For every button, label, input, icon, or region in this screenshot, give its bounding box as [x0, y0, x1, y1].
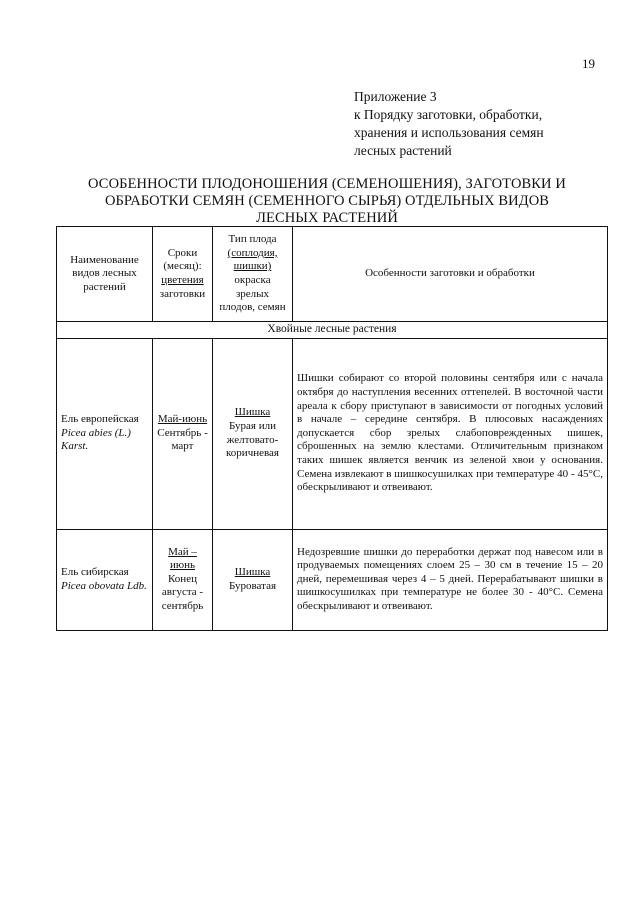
description-cell: Шишки собирают со второй половины сентября или с начала октября до наступления весенних оттепелей. В восточной части ареала к сбору приступают в зависимости от погодных условий в начале – середине сентября. В плюсовых насаждениях допускается сбор зрелых слабоповрежденных шишек, сброшенных на землю клестами. Отличительным признаком таких шишек является венчик из зеленой хвои у основания. Семена извлекают в шишкосушилках при температуре 40 - 45°С, обескрыливают и отвеивают.: [293, 338, 608, 529]
terms-cell: [153, 338, 213, 529]
flowering-term: Май-июнь: [157, 413, 208, 426]
species-name: Ель сибирская: [61, 566, 129, 578]
header-terms-harvest: заготовки: [159, 287, 206, 300]
section-row: [57, 322, 608, 339]
title-line: ОБРАБОТКИ СЕМЯН (СЕМЕННОГО СЫРЬЯ) ОТДЕЛЬНЫХ ВИДОВ: [104, 193, 550, 209]
species-name: Ель европейская: [61, 413, 139, 426]
header-fruit-color: окраска зрелых плодов, семян: [219, 274, 286, 314]
appendix-line: к Порядку заготовки, обработки,: [354, 107, 543, 122]
fruit-color: Бурая или желтовато-коричневая: [226, 420, 279, 460]
appendix-reference: [354, 88, 624, 160]
species-cell: [57, 529, 153, 630]
fruit-type: Шишка: [234, 566, 271, 578]
header-features: Особенности заготовки и обработки: [293, 227, 608, 322]
terms-cell: [153, 529, 213, 630]
species-latin: Picea abies (L.) Karst.: [61, 426, 131, 453]
fruit-type: Шишка: [234, 406, 271, 419]
harvest-term: Конец августа - сентябрь: [161, 572, 204, 612]
harvest-term: Сентябрь - март: [157, 426, 208, 453]
header-terms: [153, 227, 213, 322]
flowering-term: Май – июнь: [168, 545, 197, 572]
document-title: [62, 176, 592, 227]
appendix-line: лесных растений: [354, 143, 452, 158]
header-fruit: [213, 227, 293, 322]
header-fruit-label: Тип плода: [228, 233, 277, 246]
header-terms-flowering: цветения: [161, 274, 204, 286]
header-terms-label: Сроки (месяц):: [163, 246, 202, 273]
species-latin: Picea obovata Ldb.: [61, 579, 147, 592]
title-line: ЛЕСНЫХ РАСТЕНИЙ: [256, 210, 398, 226]
fruit-cell: [213, 338, 293, 529]
page-number: 19: [582, 56, 595, 71]
header-fruit-infructescence: (соплодия,: [227, 246, 278, 259]
title-line: ОСОБЕННОСТИ ПЛОДОНОШЕНИЯ (СЕМЕНОШЕНИЯ), ЗАГОТОВКИ И: [88, 176, 566, 192]
header-name: Наименование видов лесных растений: [57, 227, 153, 322]
section-title: Хвойные лесные растения: [57, 322, 608, 339]
table-header-row: [57, 227, 608, 322]
appendix-line: Приложение 3: [354, 89, 437, 104]
seed-features-table: [56, 226, 608, 631]
description-cell: Недозревшие шишки до переработки держат под навесом или в продуваемых помещениях слоем 25 – 30 см в течение 15 – 20 дней, перемешивая через 4 – 5 дней. Перерабатывают шишки в шишкосушилках при температуре не более 30 - 40°С. Семена обескрыливают и отвеивают.: [293, 529, 608, 630]
appendix-line: хранения и использования семян: [354, 125, 544, 140]
fruit-cell: [213, 529, 293, 630]
table-row: [57, 338, 608, 529]
fruit-color: Буроватая: [228, 579, 277, 592]
header-fruit-cone: шишки): [233, 260, 272, 273]
species-cell: [57, 338, 153, 529]
table-row: [57, 529, 608, 630]
